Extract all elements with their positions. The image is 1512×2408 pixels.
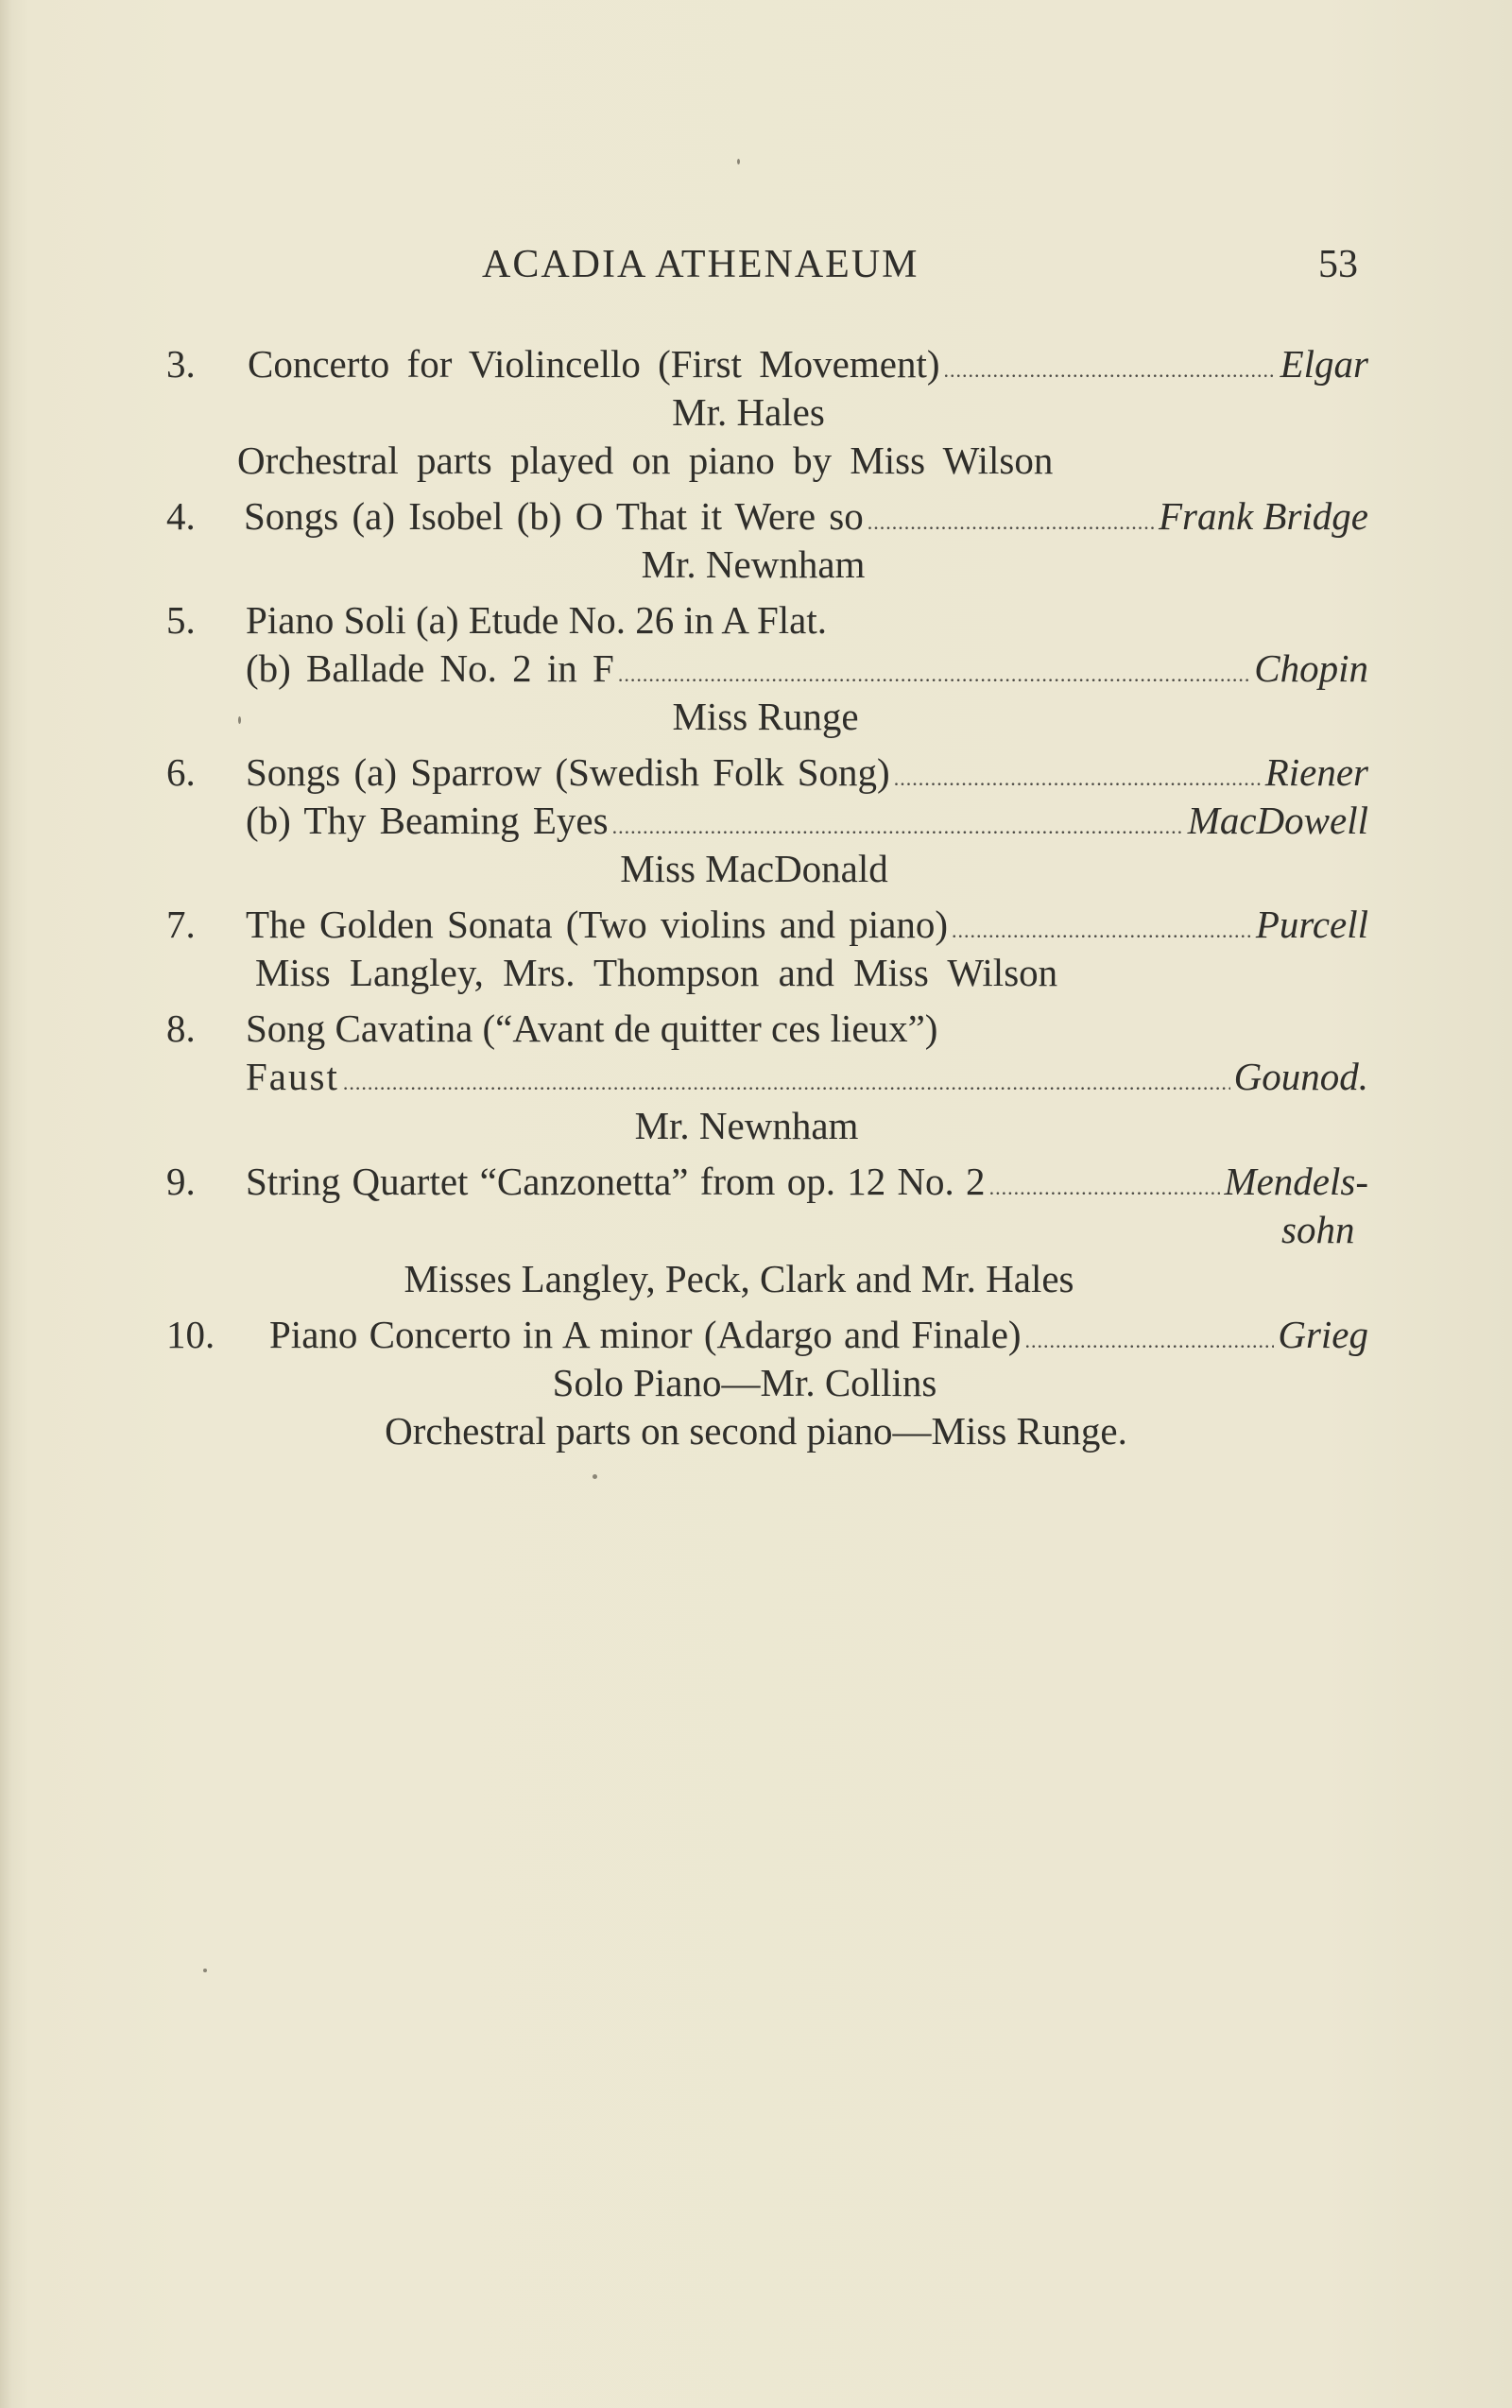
item-number: 3.: [166, 342, 196, 386]
item-number: 4.: [166, 494, 196, 538]
performer: Misses Langley, Peck, Clark and Mr. Hales: [404, 1257, 1074, 1300]
item-number: 10.: [166, 1313, 215, 1356]
item-number: 5.: [166, 598, 196, 642]
piece-title: Songs (a) Sparrow (Swedish Folk Song): [246, 750, 890, 794]
program-entry: [246, 1055, 1368, 1099]
dot-leader: [618, 662, 1250, 686]
dot-leader: [989, 1176, 1221, 1199]
performance-note: Orchestral parts played on piano by Miss Wilson: [237, 439, 1054, 482]
performer: Mr. Newnham: [641, 542, 866, 586]
performer: Miss MacDonald: [620, 847, 888, 890]
program-entry: [246, 903, 1368, 947]
composer: Riener: [1264, 750, 1368, 794]
dot-leader: [894, 766, 1262, 790]
piece-title: The Golden Sonata (Two violins and piano): [246, 903, 949, 946]
piece-subtitle: Faust: [246, 1055, 339, 1098]
performer: Mr. Newnham: [634, 1104, 859, 1147]
paper-speck: [238, 716, 241, 724]
page-spine-edge: [0, 0, 13, 2408]
performance-note: Orchestral parts on second piano—Miss Runge.: [385, 1409, 1127, 1453]
program-entry: [246, 1160, 1368, 1204]
piece-subtitle: (b) Thy Beaming Eyes: [246, 799, 609, 842]
performer: Mr. Hales: [672, 390, 825, 434]
composer: Frank Bridge: [1158, 494, 1368, 538]
dot-leader: [343, 1071, 1230, 1094]
item-number: 9.: [166, 1160, 196, 1203]
program-entry: [269, 1313, 1368, 1357]
program-entry: [246, 646, 1368, 691]
piece-subtitle: (b) Ballade No. 2 in F: [246, 646, 614, 690]
item-number: 7.: [166, 903, 196, 946]
dot-leader: [1025, 1329, 1275, 1352]
performer: Miss Langley, Mrs. Thompson and Miss Wilson: [255, 951, 1058, 994]
page-number: 53: [1318, 243, 1358, 286]
dot-leader: [868, 510, 1155, 534]
dot-leader: [943, 358, 1276, 382]
performer: Miss Runge: [672, 695, 859, 738]
running-head: ACADIA ATHENAEUM: [482, 243, 919, 286]
piece-title: Piano Concerto in A minor (Adargo and Finale): [269, 1313, 1022, 1356]
composer-continuation: sohn: [1281, 1208, 1355, 1251]
composer: Mendels-: [1224, 1160, 1368, 1203]
program-entry: [246, 799, 1368, 843]
composer: Grieg: [1278, 1313, 1368, 1356]
program-entry: [244, 494, 1368, 539]
item-number: 8.: [166, 1006, 196, 1050]
program-entry: [246, 750, 1368, 795]
piece-title: String Quartet “Canzonetta” from op. 12 No. 2: [246, 1160, 986, 1203]
paper-speck: [203, 1969, 207, 1972]
composer: Chopin: [1254, 646, 1368, 690]
item-number: 6.: [166, 750, 196, 794]
piece-title: Concerto for Violincello (First Movement): [248, 342, 940, 386]
composer: Purcell: [1255, 903, 1368, 946]
performer: Solo Piano—Mr. Collins: [552, 1361, 937, 1404]
dot-leader: [952, 919, 1252, 942]
composer: Gounod.: [1233, 1055, 1368, 1098]
piece-title: Songs (a) Isobel (b) O That it Were so: [244, 494, 864, 538]
composer: MacDowell: [1187, 799, 1368, 842]
dot-leader: [612, 815, 1184, 838]
paper-speck: [593, 1474, 597, 1479]
composer: Elgar: [1280, 342, 1368, 386]
program-entry: [248, 342, 1368, 387]
paper-speck: [737, 159, 740, 164]
piece-title: Piano Soli (a) Etude No. 26 in A Flat.: [246, 598, 827, 642]
piece-title: Song Cavatina (“Avant de quitter ces lieux”): [246, 1006, 938, 1050]
